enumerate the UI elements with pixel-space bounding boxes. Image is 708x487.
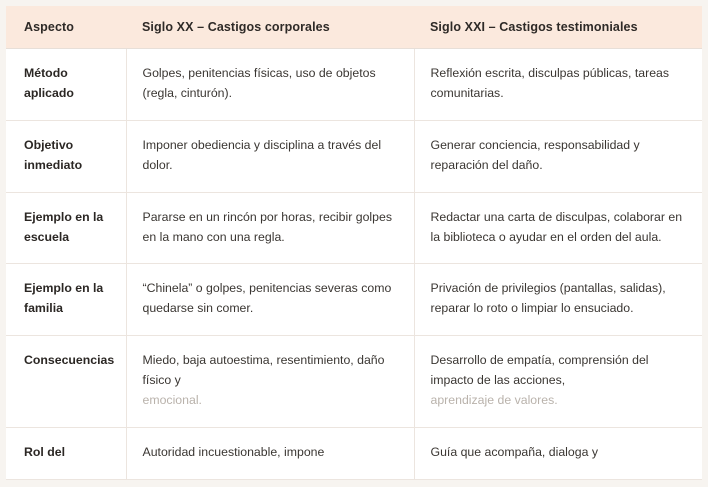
cell-rol-siglo-xxi: Guía que acompaña, dialoga y: [414, 427, 702, 479]
table-row: [6, 120, 702, 192]
table-header-row: [6, 6, 702, 49]
row-aspect-ejemplo-familia: Ejemplo en la familia: [6, 264, 126, 336]
column-header-siglo-xx: Siglo XX – Castigos corporales: [126, 6, 414, 49]
cell-objetivo-siglo-xxi: Generar conciencia, responsabilidad y reparación del daño.: [414, 120, 702, 192]
row-aspect-metodo-aplicado: Método aplicado: [6, 49, 126, 121]
row-aspect-ejemplo-escuela: Ejemplo en la escuela: [6, 192, 126, 264]
cell-objetivo-siglo-xx: Imponer obediencia y disciplina a través del dolor.: [126, 120, 414, 192]
cell-text-main: Miedo, baja autoestima, resentimiento, daño físico y: [142, 353, 385, 388]
cell-consecuencias-siglo-xxi: [414, 336, 702, 428]
table-body: [6, 49, 702, 480]
column-header-aspect: Aspecto: [6, 6, 126, 49]
table-row: [6, 336, 702, 428]
cell-familia-siglo-xxi: Privación de privilegios (pantallas, salidas), reparar lo roto o limpiar lo ensuciado.: [414, 264, 702, 336]
cell-text-faded: emocional.: [142, 393, 202, 408]
cell-consecuencias-siglo-xx: [126, 336, 414, 428]
table-header: [6, 6, 702, 49]
cell-familia-siglo-xx: “Chinela” o golpes, penitencias severas como quedarse sin comer.: [126, 264, 414, 336]
cell-metodo-siglo-xx: Golpes, penitencias físicas, uso de objetos (regla, cinturón).: [126, 49, 414, 121]
table-row: [6, 49, 702, 121]
cell-rol-siglo-xx: Autoridad incuestionable, impone: [126, 427, 414, 479]
row-aspect-consecuencias: Consecuencias: [6, 336, 126, 428]
cell-text-main: Desarrollo de empatía, comprensión del impacto de las acciones,: [430, 353, 649, 388]
cell-metodo-siglo-xxi: Reflexión escrita, disculpas públicas, tareas comunitarias.: [414, 49, 702, 121]
table-row-partially-visible: [6, 427, 702, 479]
column-header-siglo-xxi: Siglo XXI – Castigos testimoniales: [414, 6, 702, 49]
cell-escuela-siglo-xxi: Redactar una carta de disculpas, colaborar en la biblioteca o ayudar en el orden del aula.: [414, 192, 702, 264]
cell-escuela-siglo-xx: Pararse en un rincón por horas, recibir golpes en la mano con una regla.: [126, 192, 414, 264]
row-aspect-objetivo-inmediato: Objetivo inmediato: [6, 120, 126, 192]
row-aspect-rol-del: Rol del: [6, 427, 126, 479]
cell-text-faded: aprendizaje de valores.: [430, 393, 558, 408]
table-row: [6, 192, 702, 264]
table-row: [6, 264, 702, 336]
comparison-table: [6, 6, 702, 480]
